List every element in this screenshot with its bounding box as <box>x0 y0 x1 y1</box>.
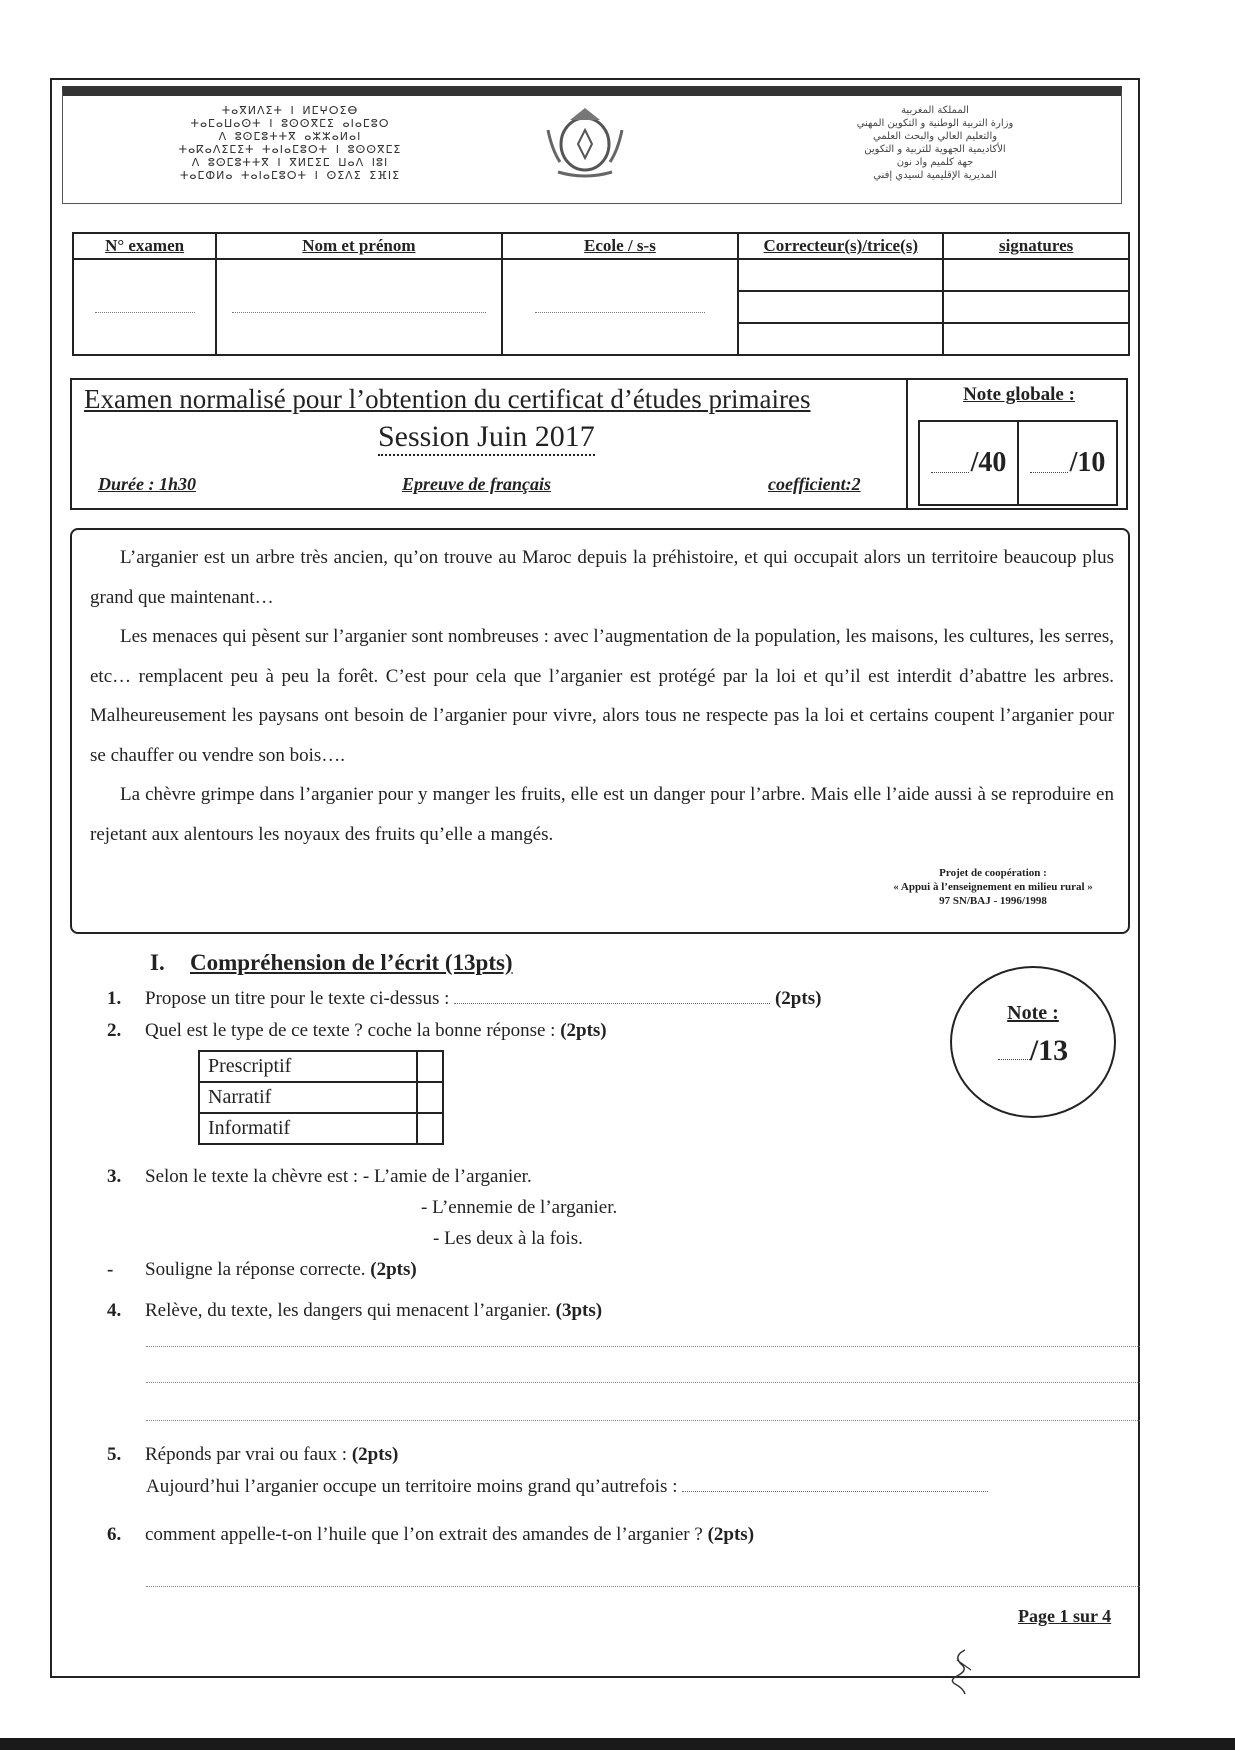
arabic-line: والتعليم العالي والبحث العلمي <box>872 131 998 142</box>
score-10-label: /10 <box>1069 447 1106 478</box>
tifinagh-line: ⵜⴰⴽⴰⴷⵉⵎⵉⵜ ⵜⴰⵏⴰⵎⵓⵔⵜ ⵏ ⵓⵙⵙⴳⵎⵉ <box>178 143 402 156</box>
corrector-field[interactable] <box>738 291 943 323</box>
session-label: Session Juin 2017 <box>378 420 595 456</box>
source-line: 97 SN/BAJ - 1996/1998 <box>939 895 1047 907</box>
signature-field[interactable] <box>943 323 1129 355</box>
moroccan-emblem-icon <box>540 100 630 180</box>
section-score-field[interactable] <box>952 1034 1114 1068</box>
answer-option[interactable]: - Les deux à la fois. <box>433 1228 583 1249</box>
question-number: 3. <box>107 1166 122 1187</box>
question-text: Quel est le type de ce texte ? coche la bonne réponse : <box>145 1020 556 1041</box>
header-name: Nom et prénom <box>216 233 501 259</box>
text-type-table <box>198 1050 444 1145</box>
question-number: - <box>107 1259 114 1280</box>
source-line: « Appui à l’enseignement en milieu rural » <box>893 881 1093 893</box>
question-number: 6. <box>107 1524 122 1545</box>
score-40-label: /40 <box>970 447 1007 478</box>
corrector-field[interactable] <box>738 259 943 291</box>
header-corrector: Correcteur(s)/trice(s) <box>738 233 943 259</box>
type-option-label: Prescriptif <box>199 1051 417 1082</box>
header-exam-number: N° examen <box>73 233 216 259</box>
arabic-line: المديرية الإقليمية لسيدي إفني <box>873 170 997 181</box>
question-6 <box>107 1524 754 1546</box>
answer-line[interactable] <box>146 1346 1140 1347</box>
answer-line[interactable] <box>146 1420 1140 1421</box>
question-number: 4. <box>107 1300 122 1321</box>
tifinagh-line: ⵜⴰⴳⵍⴷⵉⵜ ⵏ ⵍⵎⵖⵔⵉⴱ <box>221 104 359 117</box>
global-score-label: Note globale : <box>963 384 1075 405</box>
question-points: (2pts) <box>774 988 822 1009</box>
name-field[interactable] <box>216 259 501 355</box>
score-40-field[interactable] <box>920 422 1017 504</box>
answer-field[interactable] <box>454 989 770 1004</box>
question-points: (2pts) <box>351 1444 399 1465</box>
question-points: (2pts) <box>560 1020 607 1041</box>
section-score-value: /13 <box>1029 1034 1069 1067</box>
section-heading <box>150 950 513 976</box>
signature-field[interactable] <box>943 291 1129 323</box>
tifinagh-header <box>120 104 460 182</box>
type-option-label: Narratif <box>199 1082 417 1113</box>
exam-info-box <box>70 378 1128 510</box>
question-number: 1. <box>107 988 122 1009</box>
student-id-table <box>72 232 1130 356</box>
subject-label: Epreuve de français <box>402 474 551 494</box>
handwritten-mark-icon <box>935 1646 985 1696</box>
question-4 <box>107 1300 602 1322</box>
header-school: Ecole / s-s <box>502 233 739 259</box>
question-text[interactable]: Selon le texte la chèvre est : - L’amie de l’arganier. <box>145 1166 532 1187</box>
arabic-line: الأكاديمية الجهوية للتربية و التكوين <box>864 144 1006 155</box>
arabic-header <box>805 104 1065 182</box>
corrector-field[interactable] <box>738 323 943 355</box>
header-signatures: signatures <box>943 233 1129 259</box>
section-score-label: Note : <box>1007 1002 1059 1024</box>
question-3b <box>107 1259 417 1281</box>
duration-label: Durée : 1h30 <box>98 474 196 494</box>
question-text: Relève, du texte, les dangers qui menacent l’arganier. <box>145 1300 551 1321</box>
arabic-line: وزارة التربية الوطنية و التكوين المهني <box>856 118 1014 129</box>
coefficient-label: coefficient:2 <box>768 474 861 494</box>
question-statement: Aujourd’hui l’arganier occupe un territoire moins grand qu’autrefois : <box>146 1476 678 1497</box>
question-number: 5. <box>107 1444 122 1465</box>
section-number: I. <box>150 950 165 975</box>
section-score-circle <box>950 966 1116 1118</box>
answer-option[interactable]: - L’ennemie de l’arganier. <box>421 1197 618 1218</box>
tifinagh-line: ⵜⴰⵎⴰⵡⴰⵙⵜ ⵏ ⵓⵙⵙⴳⵎⵉ ⴰⵏⴰⵎⵓⵔ <box>190 117 390 130</box>
question-text: Propose un titre pour le texte ci-dessus : <box>145 988 450 1009</box>
question-5-statement <box>146 1476 988 1498</box>
text-source <box>843 866 1143 908</box>
school-field[interactable] <box>502 259 739 355</box>
scan-edge-band <box>0 1738 1235 1750</box>
section-title: Compréhension de l’écrit (13pts) <box>190 950 513 975</box>
answer-line[interactable] <box>146 1382 1140 1383</box>
question-2 <box>107 1020 607 1042</box>
global-score-box <box>918 420 1118 506</box>
question-3 <box>107 1166 532 1188</box>
exam-title: Examen normalisé pour l’obtention du certificat d’études primaires <box>84 384 811 414</box>
arabic-line: المملكة المغربية <box>901 105 969 116</box>
type-option-label: Informatif <box>199 1113 417 1144</box>
text-paragraph: La chèvre grimpe dans l’arganier pour y manger les fruits, elle est un danger pour l’arbre. Mais elle l’aide aussi à se reproduire en rejetant aux alentours les noyaux des fruits qu’elle a mangés. <box>90 784 1114 845</box>
question-text: Souligne la réponse correcte. <box>145 1259 366 1280</box>
answer-line[interactable] <box>146 1586 1140 1587</box>
question-1 <box>107 988 821 1010</box>
text-paragraph: Les menaces qui pèsent sur l’arganier sont nombreuses : avec l’augmentation de la population, les maisons, les cultures, les serres, etc… remplacent peu à peu la forêt. C’est pour cela que l’arganier est protégé par la loi et qu’il est interdit d’abattre les arbres. Malheureusement les paysans ont besoin de l’arganier pour vivre, alors tous ne respecte pas la loi et certains coupent l’arganier pour se chauffer ou vendre son bois…. <box>90 626 1114 766</box>
question-number: 2. <box>107 1020 122 1041</box>
type-checkbox[interactable] <box>417 1051 443 1082</box>
question-points: (2pts) <box>707 1524 755 1545</box>
type-checkbox[interactable] <box>417 1113 443 1144</box>
question-text: comment appelle-t-on l’huile que l’on extrait des amandes de l’arganier ? <box>145 1524 703 1545</box>
tifinagh-line: ⴷ ⵓⵙⵎⵓⵜⵜⴳ ⵏ ⴳⵍⵎⵉⵎ ⵡⴰⴷ ⵏⵓⵏ <box>191 156 389 169</box>
text-paragraph: L’arganier est un arbre très ancien, qu’on trouve au Maroc depuis la préhistoire, et qui occupait alors un territoire beaucoup plus grand que maintenant… <box>90 547 1114 608</box>
question-text: Réponds par vrai ou faux : <box>145 1444 348 1465</box>
score-10-field[interactable] <box>1017 422 1116 504</box>
tifinagh-line: ⴷ ⵓⵙⵎⵓⵜⵜⴳ ⴰⵣⵣⴰⵍⴰⵏ <box>218 130 362 143</box>
global-score-panel <box>906 380 1130 508</box>
question-points: (3pts) <box>555 1300 603 1321</box>
question-points: (2pts) <box>370 1259 417 1280</box>
page-number: Page 1 sur 4 <box>1018 1606 1112 1626</box>
exam-number-field[interactable] <box>73 259 216 355</box>
signature-field[interactable] <box>943 259 1129 291</box>
type-checkbox[interactable] <box>417 1082 443 1113</box>
source-line: Projet de coopération : <box>939 867 1047 879</box>
answer-field[interactable] <box>682 1477 988 1492</box>
arabic-line: جهة كلميم واد نون <box>896 157 974 168</box>
tifinagh-line: ⵜⴰⵎⵀⵍⴰ ⵜⴰⵏⴰⵎⵓⵔⵜ ⵏ ⵙⵉⴷⵉ ⵉⴼⵏⵉ <box>179 169 401 182</box>
question-5 <box>107 1444 398 1466</box>
